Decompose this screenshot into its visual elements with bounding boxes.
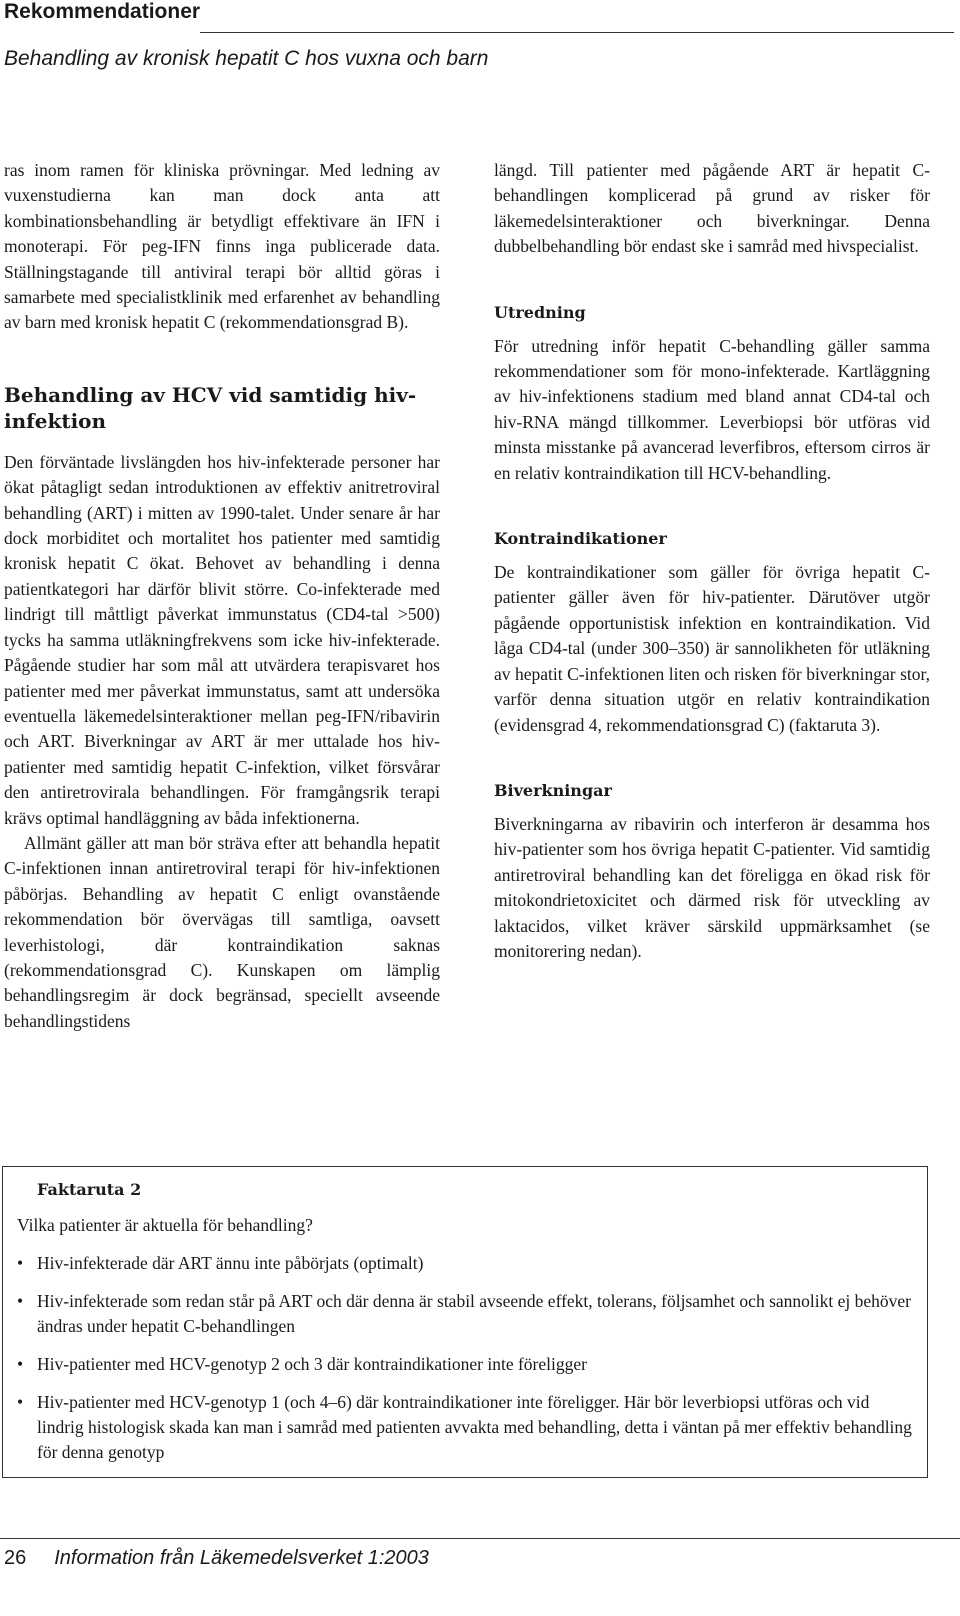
left-intro-paragraph: ras inom ramen för kliniska prövningar. Med ledning av vuxenstudierna kan man dock anta att kombinationsbehandling är betydligt effektivare än IFN i monoterapi. För peg-IFN finns inga publicerade data. Ställningstagande till antiviral terapi bör alltid göras i samarbete med specialistklinik med erfarenhet av behandling av barn med kronisk hepatit C (rekommendationsgrad B). [4,160,440,333]
utredning-paragraph: För utredning inför hepatit C-behandling gäller samma rekommendationer som för mono-infekterade. Kartläggning av hiv-infektionens stadium med bland annat CD4-tal och hiv-RNA mängd tillkommer. Leverbiopsi bör utföras vid minsta misstanke på avancerad leverfibros, eftersom cirros är en relativ kontraindikation till HCV-behandling. [494,335,930,483]
hcv-hiv-heading: Behandling av HCV vid samtidig hiv-infektion [4,382,417,433]
bullet-icon: • [17,1291,24,1311]
kontraindikationer-heading: Kontraindikationer [494,529,667,549]
list-item-text: Hiv-infekterade som redan står på ART och där denna är stabil avseende effekt, tolerans, följsamhet och sannolikt ej behöver ändras under hepatit C-behandlingen [37,1291,911,1336]
list-item-text: Hiv-infekterade där ART ännu inte påbörjats (optimalt) [37,1253,424,1273]
biverkningar-paragraph: Biverkningarna av ribavirin och interferon är desamma hos hiv-patienter som hos övriga hepatit C-patienter. Vid samtidig antiretroviral behandling kan det föreligga en ökad risk för mitokondrietoxicitet och därmed risk för utveckling av laktacidos, vilket kräver särskild uppmärksamhet (se monitorering nedan). [494,813,930,961]
utredning-heading: Utredning [494,302,586,322]
kontraindikationer-paragraph: De kontraindikationer som gäller för övriga hepatit C-patienter gäller även för hiv-patienter. Därutöver utgör pågående opportunistisk infektion en kontraindikation. Vid låga CD4-tal (under 300–350) är sannolikheten för utläkning av hepatit C-infektionen liten och risken för biverkningar stor, varför denna situation utgör en relativ kontraindikation (evidensgrad 4, rekommendationsgrad C) (faktaruta 3). [494,562,930,735]
factbox-list [17,1251,917,1478]
list-item [17,1251,917,1276]
header-rule [200,32,954,33]
factbox-question: Vilka patienter är aktuella för behandling? [17,1215,313,1235]
hcv-hiv-paragraph-1: Den förväntade livslängden hos hiv-infekterade personer har ökat påtagligt sedan introduktionen av effektiv anitretroviral behandling (ART) i mitten av 1990-talet. Under senare år har dock morbiditet och mortalitet hos patienter med samtidig kronisk hepatit C ökat. Behovet av behandling i denna patientkategori har därför blivit större. Co-infekterade med lindrigt till måttligt påverkat immunstatus (CD4-tal >500) tycks ha samma utläkningfrekvens som icke hiv-infekterade. Pågående studier har som mål att utvärdera terapisvaret hos patienter med mer påverkat immunstatus, samt att undersöka eventuella läkemedelsinteraktioner mellan peg-IFN/ribavirin och ART. Biverkningar av ART är mer uttalade hos hiv-patienter med samtidig hepatit C-infektion, vilket försvårar den antiretrovirala behandlingen. För framgångsrik terapi krävs optimal handläggning av båda infektionerna. [4,451,440,828]
biverkningar-heading: Biverkningar [494,780,612,800]
header-subtitle: Behandling av kronisk hepatit C hos vuxna och barn [4,47,489,70]
left-column [4,158,440,1034]
page-number: 26 [4,1547,27,1569]
header-section-title: Rekommendationer [4,0,201,23]
footer [4,1546,429,1570]
bullet-icon: • [17,1392,24,1412]
list-item [17,1352,917,1377]
bullet-icon: • [17,1354,24,1374]
list-item-text: Hiv-patienter med HCV-genotyp 1 (och 4–6) där kontraindikationer inte föreligger. Här bör leverbiopsi utföras och vid lindrig histologisk skada kan man i samråd med patienten avvakta med behandling, detta i väntan på mer effektiv behandling för denna genotyp [37,1392,912,1462]
bullet-icon: • [17,1253,24,1273]
right-intro-paragraph: längd. Till patienter med pågående ART är hepatit C-behandlingen komplicerad på grund av risker för läkemedelsinteraktioner och biverkningar. Denna dubbelbehandling bör endast ske i samråd med hivspecialist. [494,160,930,257]
publication-title: Information från Läkemedelsverket 1:2003 [54,1547,429,1569]
factbox [2,1166,928,1478]
footer-rule [0,1538,960,1539]
factbox-title: Faktaruta 2 [37,1180,142,1199]
hcv-hiv-paragraph-2: Allmänt gäller att man bör sträva efter att behandla hepatit C-infektionen innan antiretroviral terapi för hiv-infektionen påbörjas. Behandling av hepatit C enligt ovanstående rekommendation bör övervägas till samtliga, oavsett leverhistologi, där kontraindikation saknas (rekommendationsgrad C). Kunskapen om lämplig behandlingsregim är dock begränsad, speciellt avseende behandlingstidens [4,832,440,1031]
right-column [494,158,930,964]
list-item [17,1289,917,1339]
list-item [17,1390,917,1465]
list-item-text: Hiv-patienter med HCV-genotyp 2 och 3 där kontraindikationer inte föreligger [37,1354,587,1374]
